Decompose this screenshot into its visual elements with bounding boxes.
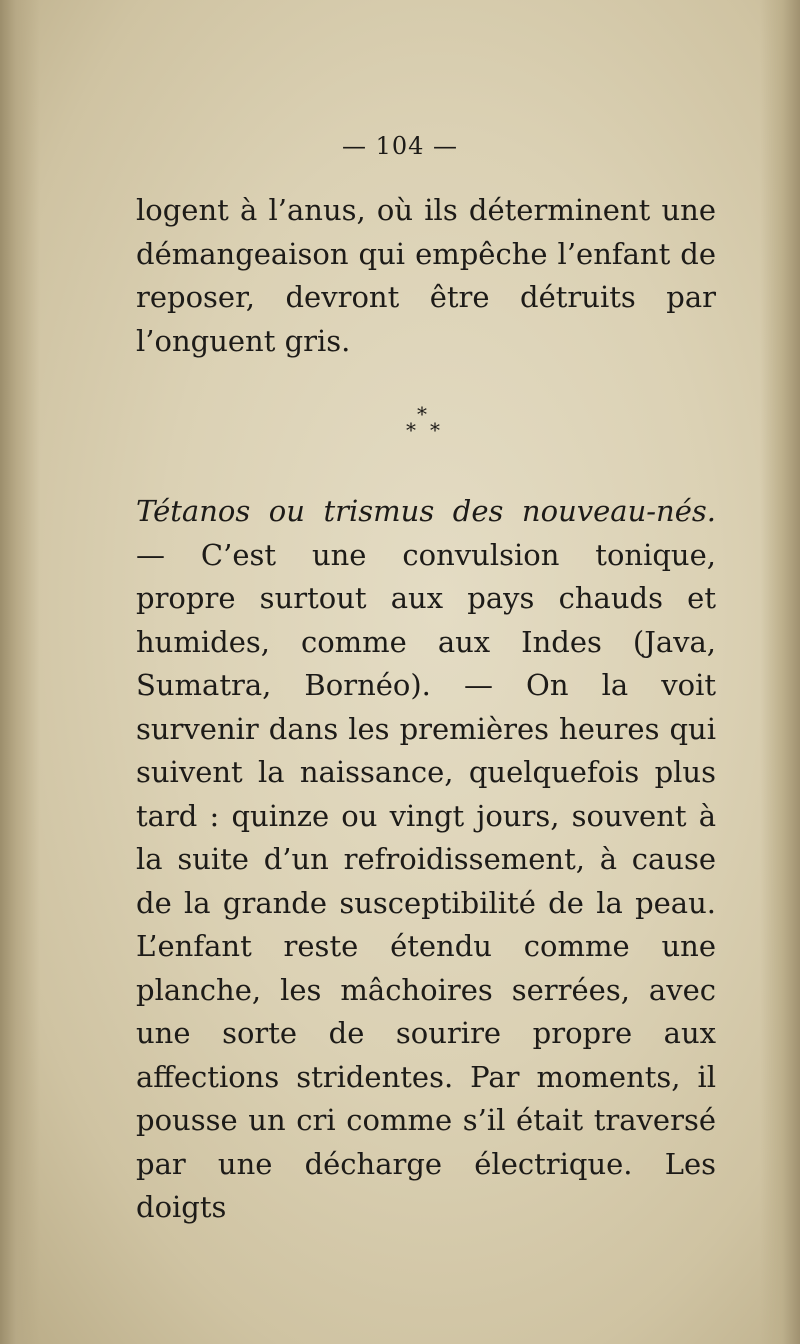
page-binding-shadow [0,0,40,1344]
paragraph-tetanos [136,490,716,1230]
section-heading: Tétanos ou trismus des nouveau-nés. [136,494,716,528]
asterisk-glyph: * [406,418,416,442]
asterisk-glyph: * [417,402,427,426]
page-number: — 104 — [341,132,459,160]
paragraph-text: — C’est une convulsion tonique, propre surtout aux pays chauds et humides, comme aux Indes (Java, Sumatra, Bornéo). — On la voit survenir dans les premières heures qui suivent la naissance, quelquefois plus tard : quinze ou vingt jours, souvent à la suite d’un refroidissement, à cause de la grande susceptibilité de la peau. L’enfant reste étendu comme une planche, les mâchoires serrées, avec une sorte de sourire propre aux affections stridentes. Par moments, il pousse un cri comme s’il était traversé par une décharge électrique. Les doigts [136,537,716,1224]
paragraph-continuation [136,189,716,363]
asterisk-glyph: * [430,418,440,442]
section-separator-asterism [400,400,460,450]
page-edge-shadow [760,0,800,1344]
paragraph-text: logent à l’anus, où ils déterminent une démangeaison qui empêche l’enfant de reposer, devront être détruits par l’onguent gris. [136,193,716,358]
